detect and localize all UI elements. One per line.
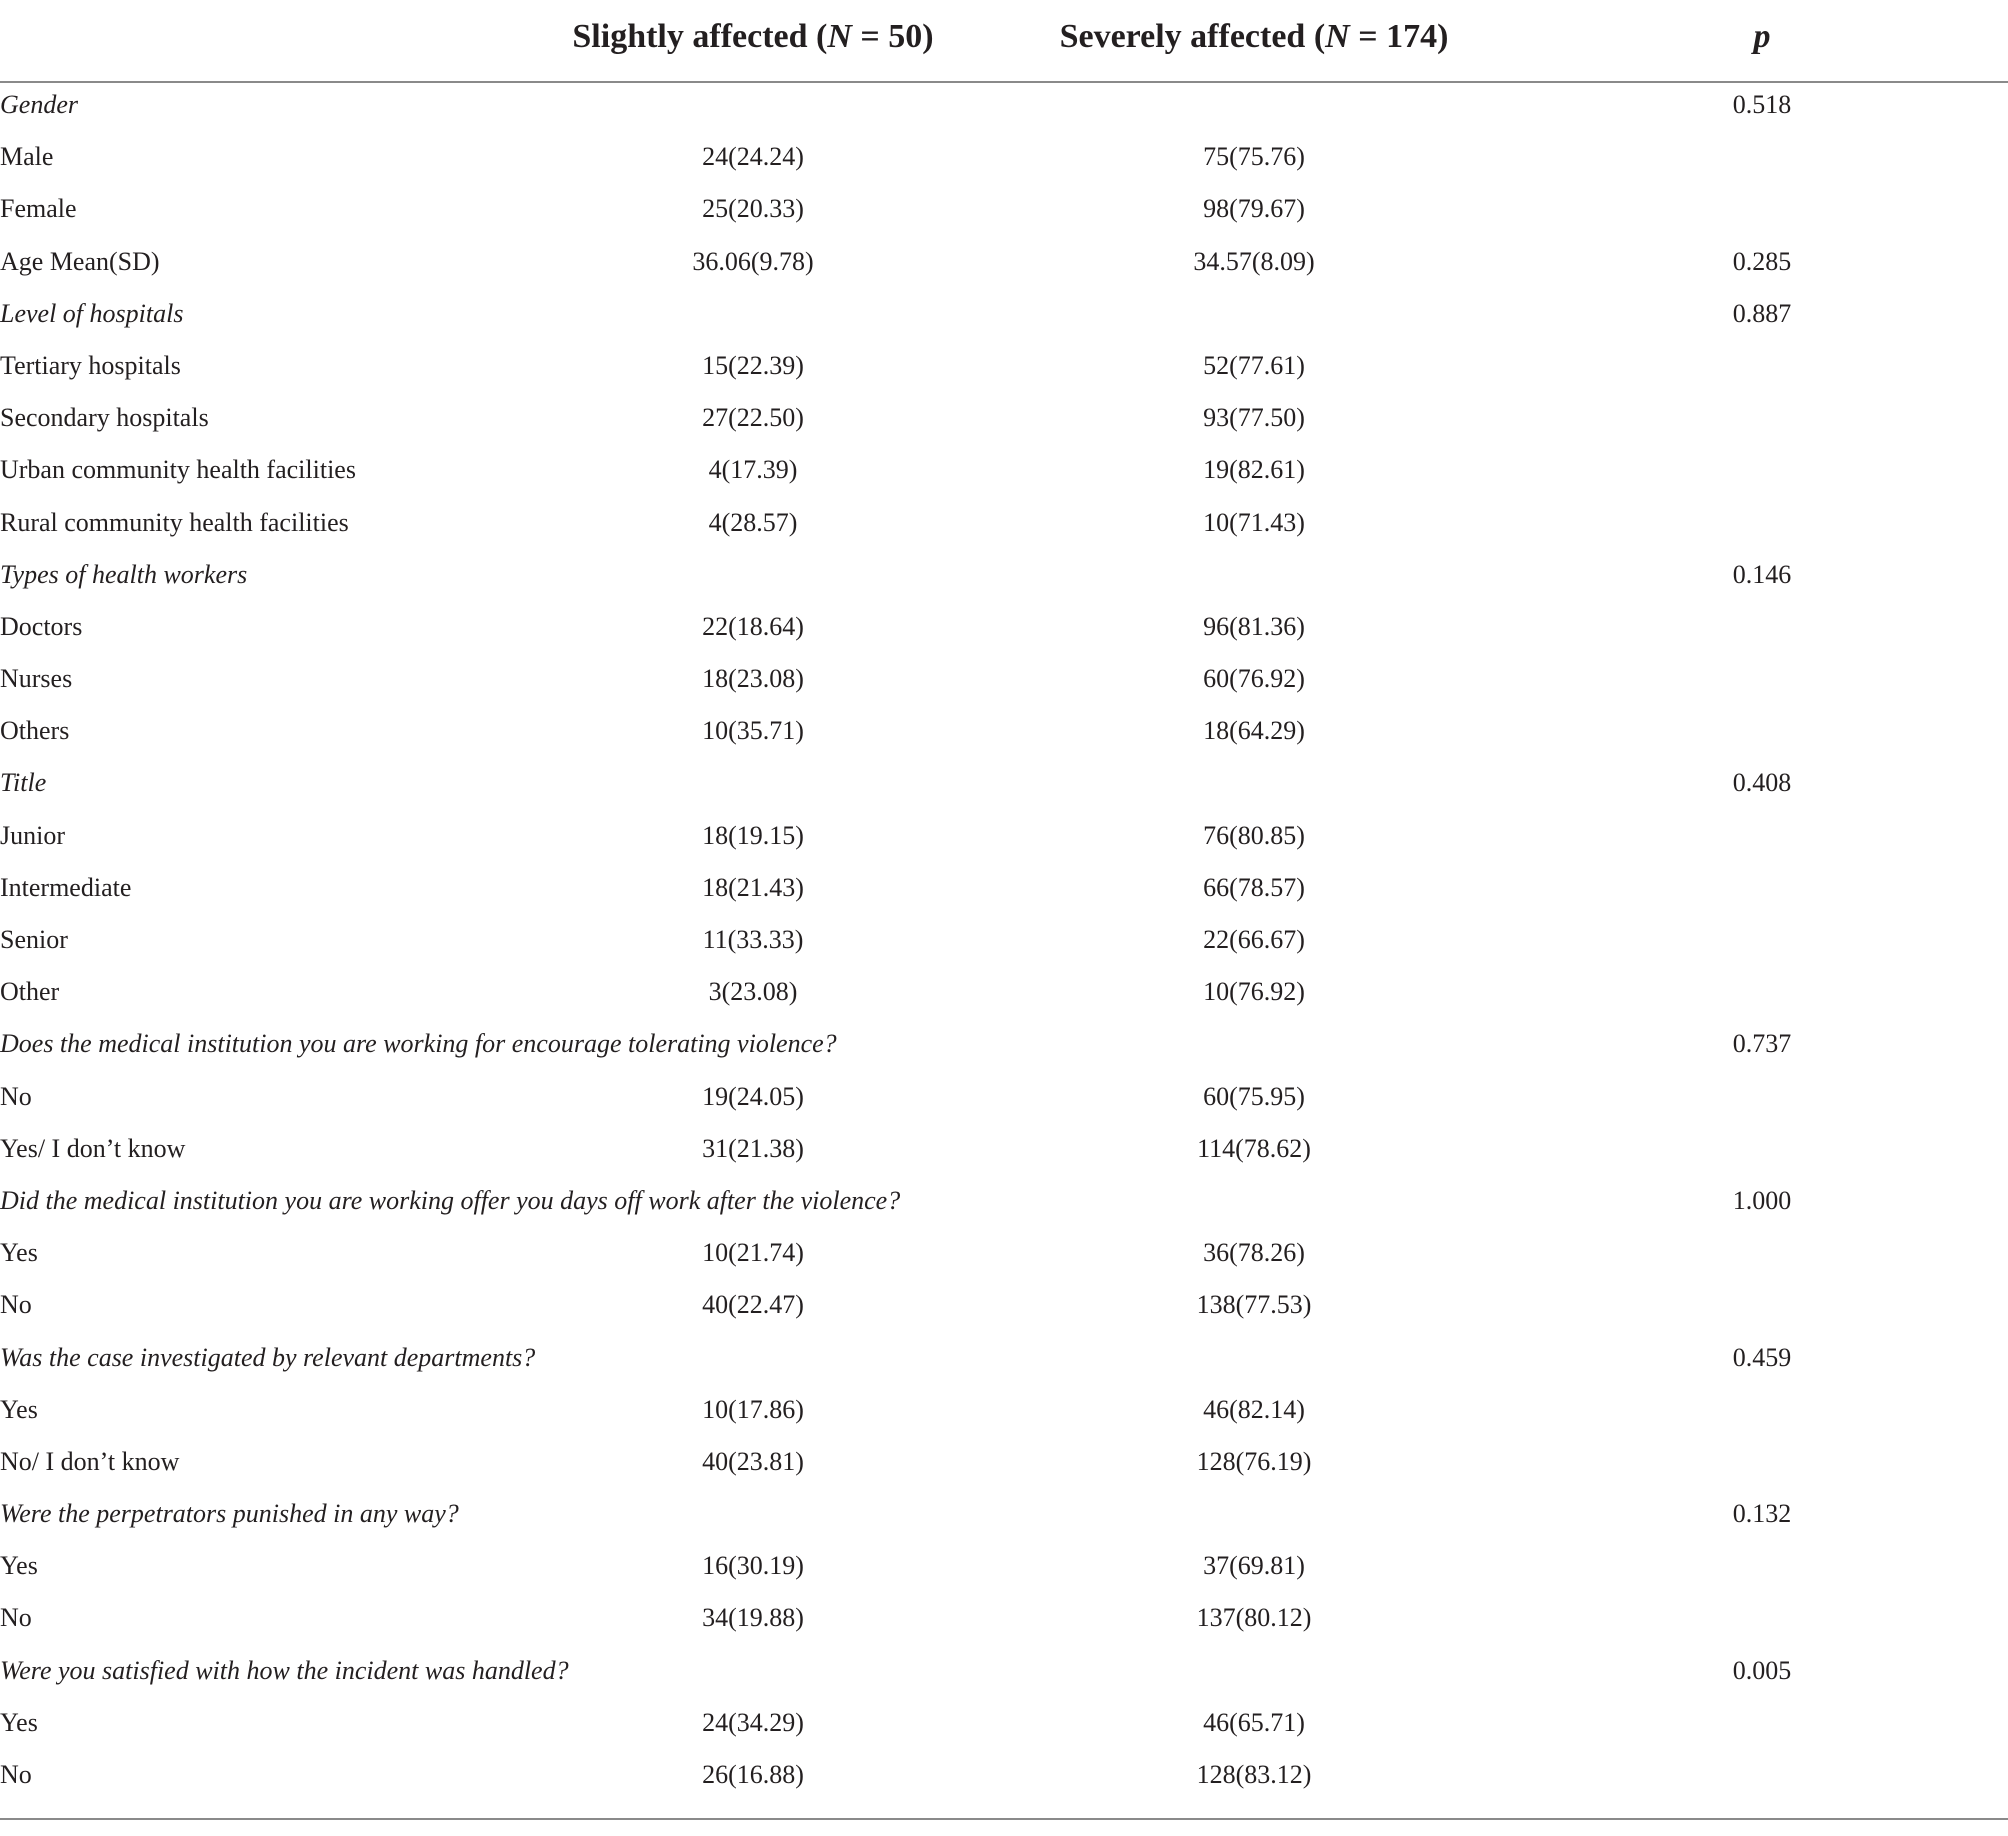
table-row: [0, 1232, 2008, 1284]
cell-severely-affected: 96(81.36): [1203, 611, 1305, 641]
cell-p-value: 0.132: [1732, 1499, 1792, 1529]
cell-slightly-affected: 4(28.57): [708, 507, 798, 537]
table-row: [0, 710, 2008, 762]
cell-slightly-affected: 19(24.05): [702, 1081, 804, 1111]
row-label: Nurses: [0, 664, 73, 694]
row-label: Secondary hospitals: [0, 403, 209, 433]
cell-p-value: 1.000: [1732, 1185, 1792, 1215]
cell-slightly-affected: 40(22.47): [702, 1290, 804, 1320]
table-row: [0, 606, 2008, 658]
cell-slightly-affected: 18(23.08): [702, 664, 804, 694]
row-label: Intermediate: [0, 872, 132, 902]
cell-slightly-affected: 40(23.81): [702, 1446, 804, 1476]
row-label: Tertiary hospitals: [0, 350, 181, 380]
cell-slightly-affected: 10(17.86): [702, 1394, 804, 1424]
cell-slightly-affected: 11(33.33): [702, 925, 804, 954]
cell-p-value: 0.518: [1732, 90, 1792, 119]
table-row: [0, 241, 2008, 293]
section-label: Were you satisfied with how the incident was handled?: [0, 1655, 569, 1685]
cell-slightly-affected: 3(23.08): [708, 977, 798, 1007]
header-severely-suffix: = 174): [1349, 18, 1449, 55]
table-row: [0, 867, 2008, 919]
row-label: Doctors: [0, 611, 83, 641]
cell-slightly-affected: 24(34.29): [702, 1707, 804, 1737]
section-label: Was the case investigated by relevant departments?: [0, 1342, 536, 1372]
cell-severely-affected: 114(78.62): [1197, 1133, 1311, 1163]
cell-severely-affected: 138(77.53): [1196, 1290, 1312, 1320]
section-row: [0, 1180, 2008, 1232]
cell-severely-affected: 22(66.67): [1203, 925, 1305, 954]
section-row: [0, 293, 2008, 345]
section-row: [0, 1023, 2008, 1075]
cell-slightly-affected: 31(21.38): [702, 1133, 804, 1163]
row-label: Male: [0, 142, 54, 172]
section-label: Level of hospitals: [0, 298, 184, 328]
row-label: Senior: [0, 925, 68, 954]
section-label: Does the medical institution you are working for encourage tolerating violence?: [0, 1029, 837, 1059]
cell-slightly-affected: 18(21.43): [702, 872, 804, 902]
section-row: [0, 84, 2008, 136]
table-header: [0, 0, 2008, 82]
table-row: [0, 1545, 2008, 1597]
cell-slightly-affected: 26(16.88): [702, 1760, 804, 1789]
section-row: [0, 554, 2008, 606]
row-label: Junior: [0, 820, 65, 850]
bottom-rule: [0, 1818, 2008, 1820]
table-row: [0, 815, 2008, 867]
cell-severely-affected: 36(78.26): [1203, 1238, 1305, 1268]
table-row: [0, 188, 2008, 240]
top-rule: [0, 81, 2008, 83]
header-slightly-n: N: [827, 18, 852, 55]
row-label: Others: [0, 716, 70, 746]
header-slightly-suffix: = 50): [851, 18, 934, 55]
cell-slightly-affected: 25(20.33): [702, 194, 804, 224]
row-label: Rural community health facilities: [0, 507, 349, 537]
section-label: Types of health workers: [0, 559, 248, 589]
table-row: [0, 136, 2008, 188]
cell-slightly-affected: 24(24.24): [702, 142, 804, 172]
row-label: No: [0, 1603, 32, 1633]
cell-severely-affected: 128(83.12): [1196, 1760, 1312, 1789]
cell-severely-affected: 19(82.61): [1203, 455, 1305, 485]
table-row: [0, 1441, 2008, 1493]
row-label: No: [0, 1290, 32, 1320]
section-label: Gender: [0, 90, 78, 119]
cell-slightly-affected: 34(19.88): [702, 1603, 804, 1633]
row-label: Female: [0, 194, 77, 224]
row-label: No: [0, 1760, 32, 1789]
cell-slightly-affected: 15(22.39): [702, 350, 804, 380]
row-label: Yes/ I don’t know: [0, 1133, 186, 1163]
section-label: Title: [0, 768, 47, 798]
table-row: [0, 1389, 2008, 1441]
header-severely-prefix: Severely affected (: [1059, 18, 1326, 55]
table-row: [0, 1076, 2008, 1128]
cell-severely-affected: 137(80.12): [1196, 1603, 1312, 1633]
cell-severely-affected: 10(76.92): [1203, 977, 1305, 1007]
cell-slightly-affected: 36.06(9.78): [692, 246, 814, 276]
cell-severely-affected: 37(69.81): [1203, 1551, 1305, 1581]
cell-severely-affected: 52(77.61): [1203, 350, 1305, 380]
cell-severely-affected: 46(65.71): [1203, 1707, 1305, 1737]
cell-slightly-affected: 10(21.74): [702, 1238, 804, 1268]
table-row: [0, 1702, 2008, 1754]
cell-severely-affected: 46(82.14): [1203, 1394, 1305, 1424]
row-label: No: [0, 1081, 32, 1111]
row-label: Urban community health facilities: [0, 455, 356, 485]
row-label: Yes: [0, 1394, 38, 1424]
cell-severely-affected: 98(79.67): [1203, 194, 1305, 224]
table-row: [0, 397, 2008, 449]
header-severely-affected: [1060, 18, 1449, 56]
row-label: Other: [0, 977, 60, 1007]
section-row: [0, 1337, 2008, 1389]
cell-p-value: 0.146: [1732, 559, 1792, 589]
table-row: [0, 345, 2008, 397]
cell-slightly-affected: 10(35.71): [702, 716, 804, 746]
header-slightly-prefix: Slightly affected (: [572, 18, 828, 55]
cell-slightly-affected: 18(19.15): [702, 820, 804, 850]
cell-severely-affected: 75(75.76): [1203, 142, 1305, 172]
row-label: No/ I don’t know: [0, 1446, 180, 1476]
section-row: [0, 762, 2008, 814]
section-label: Did the medical institution you are working offer you days off work after the violence?: [0, 1185, 901, 1215]
table-row: [0, 1754, 2008, 1806]
cell-severely-affected: 128(76.19): [1196, 1446, 1312, 1476]
cell-severely-affected: 18(64.29): [1203, 716, 1305, 746]
row-label: Yes: [0, 1551, 38, 1581]
cell-slightly-affected: 22(18.64): [702, 611, 804, 641]
header-slightly-affected: [572, 18, 933, 56]
table-row: [0, 971, 2008, 1023]
table-body: [0, 84, 2008, 1806]
row-label: Yes: [0, 1238, 38, 1268]
cell-slightly-affected: 16(30.19): [702, 1551, 804, 1581]
cell-slightly-affected: 27(22.50): [702, 403, 804, 433]
cell-p-value: 0.408: [1732, 768, 1792, 798]
cell-p-value: 0.737: [1732, 1029, 1792, 1059]
cell-severely-affected: 93(77.50): [1203, 403, 1305, 433]
table-row: [0, 449, 2008, 501]
table-row: [0, 919, 2008, 971]
cell-p-value: 0.887: [1732, 298, 1792, 328]
cell-severely-affected: 10(71.43): [1203, 507, 1305, 537]
table-row: [0, 502, 2008, 554]
cell-p-value: 0.285: [1732, 246, 1792, 276]
cell-slightly-affected: 4(17.39): [708, 455, 798, 485]
table-row: [0, 658, 2008, 710]
table-row: [0, 1284, 2008, 1336]
header-severely-n: N: [1325, 18, 1350, 55]
section-row: [0, 1650, 2008, 1702]
row-label: Age Mean(SD): [0, 246, 160, 276]
table-row: [0, 1128, 2008, 1180]
cell-severely-affected: 66(78.57): [1203, 872, 1305, 902]
table-row: [0, 1597, 2008, 1649]
cell-p-value: 0.005: [1732, 1655, 1792, 1685]
header-p-value: p: [1753, 18, 1771, 55]
section-label: Were the perpetrators punished in any way?: [0, 1499, 459, 1529]
cell-p-value: 0.459: [1732, 1342, 1792, 1372]
cell-severely-affected: 60(76.92): [1203, 664, 1305, 694]
row-label: Yes: [0, 1707, 38, 1737]
cell-severely-affected: 60(75.95): [1203, 1081, 1305, 1111]
section-row: [0, 1493, 2008, 1545]
cell-severely-affected: 76(80.85): [1203, 820, 1305, 850]
cell-severely-affected: 34.57(8.09): [1193, 246, 1315, 276]
